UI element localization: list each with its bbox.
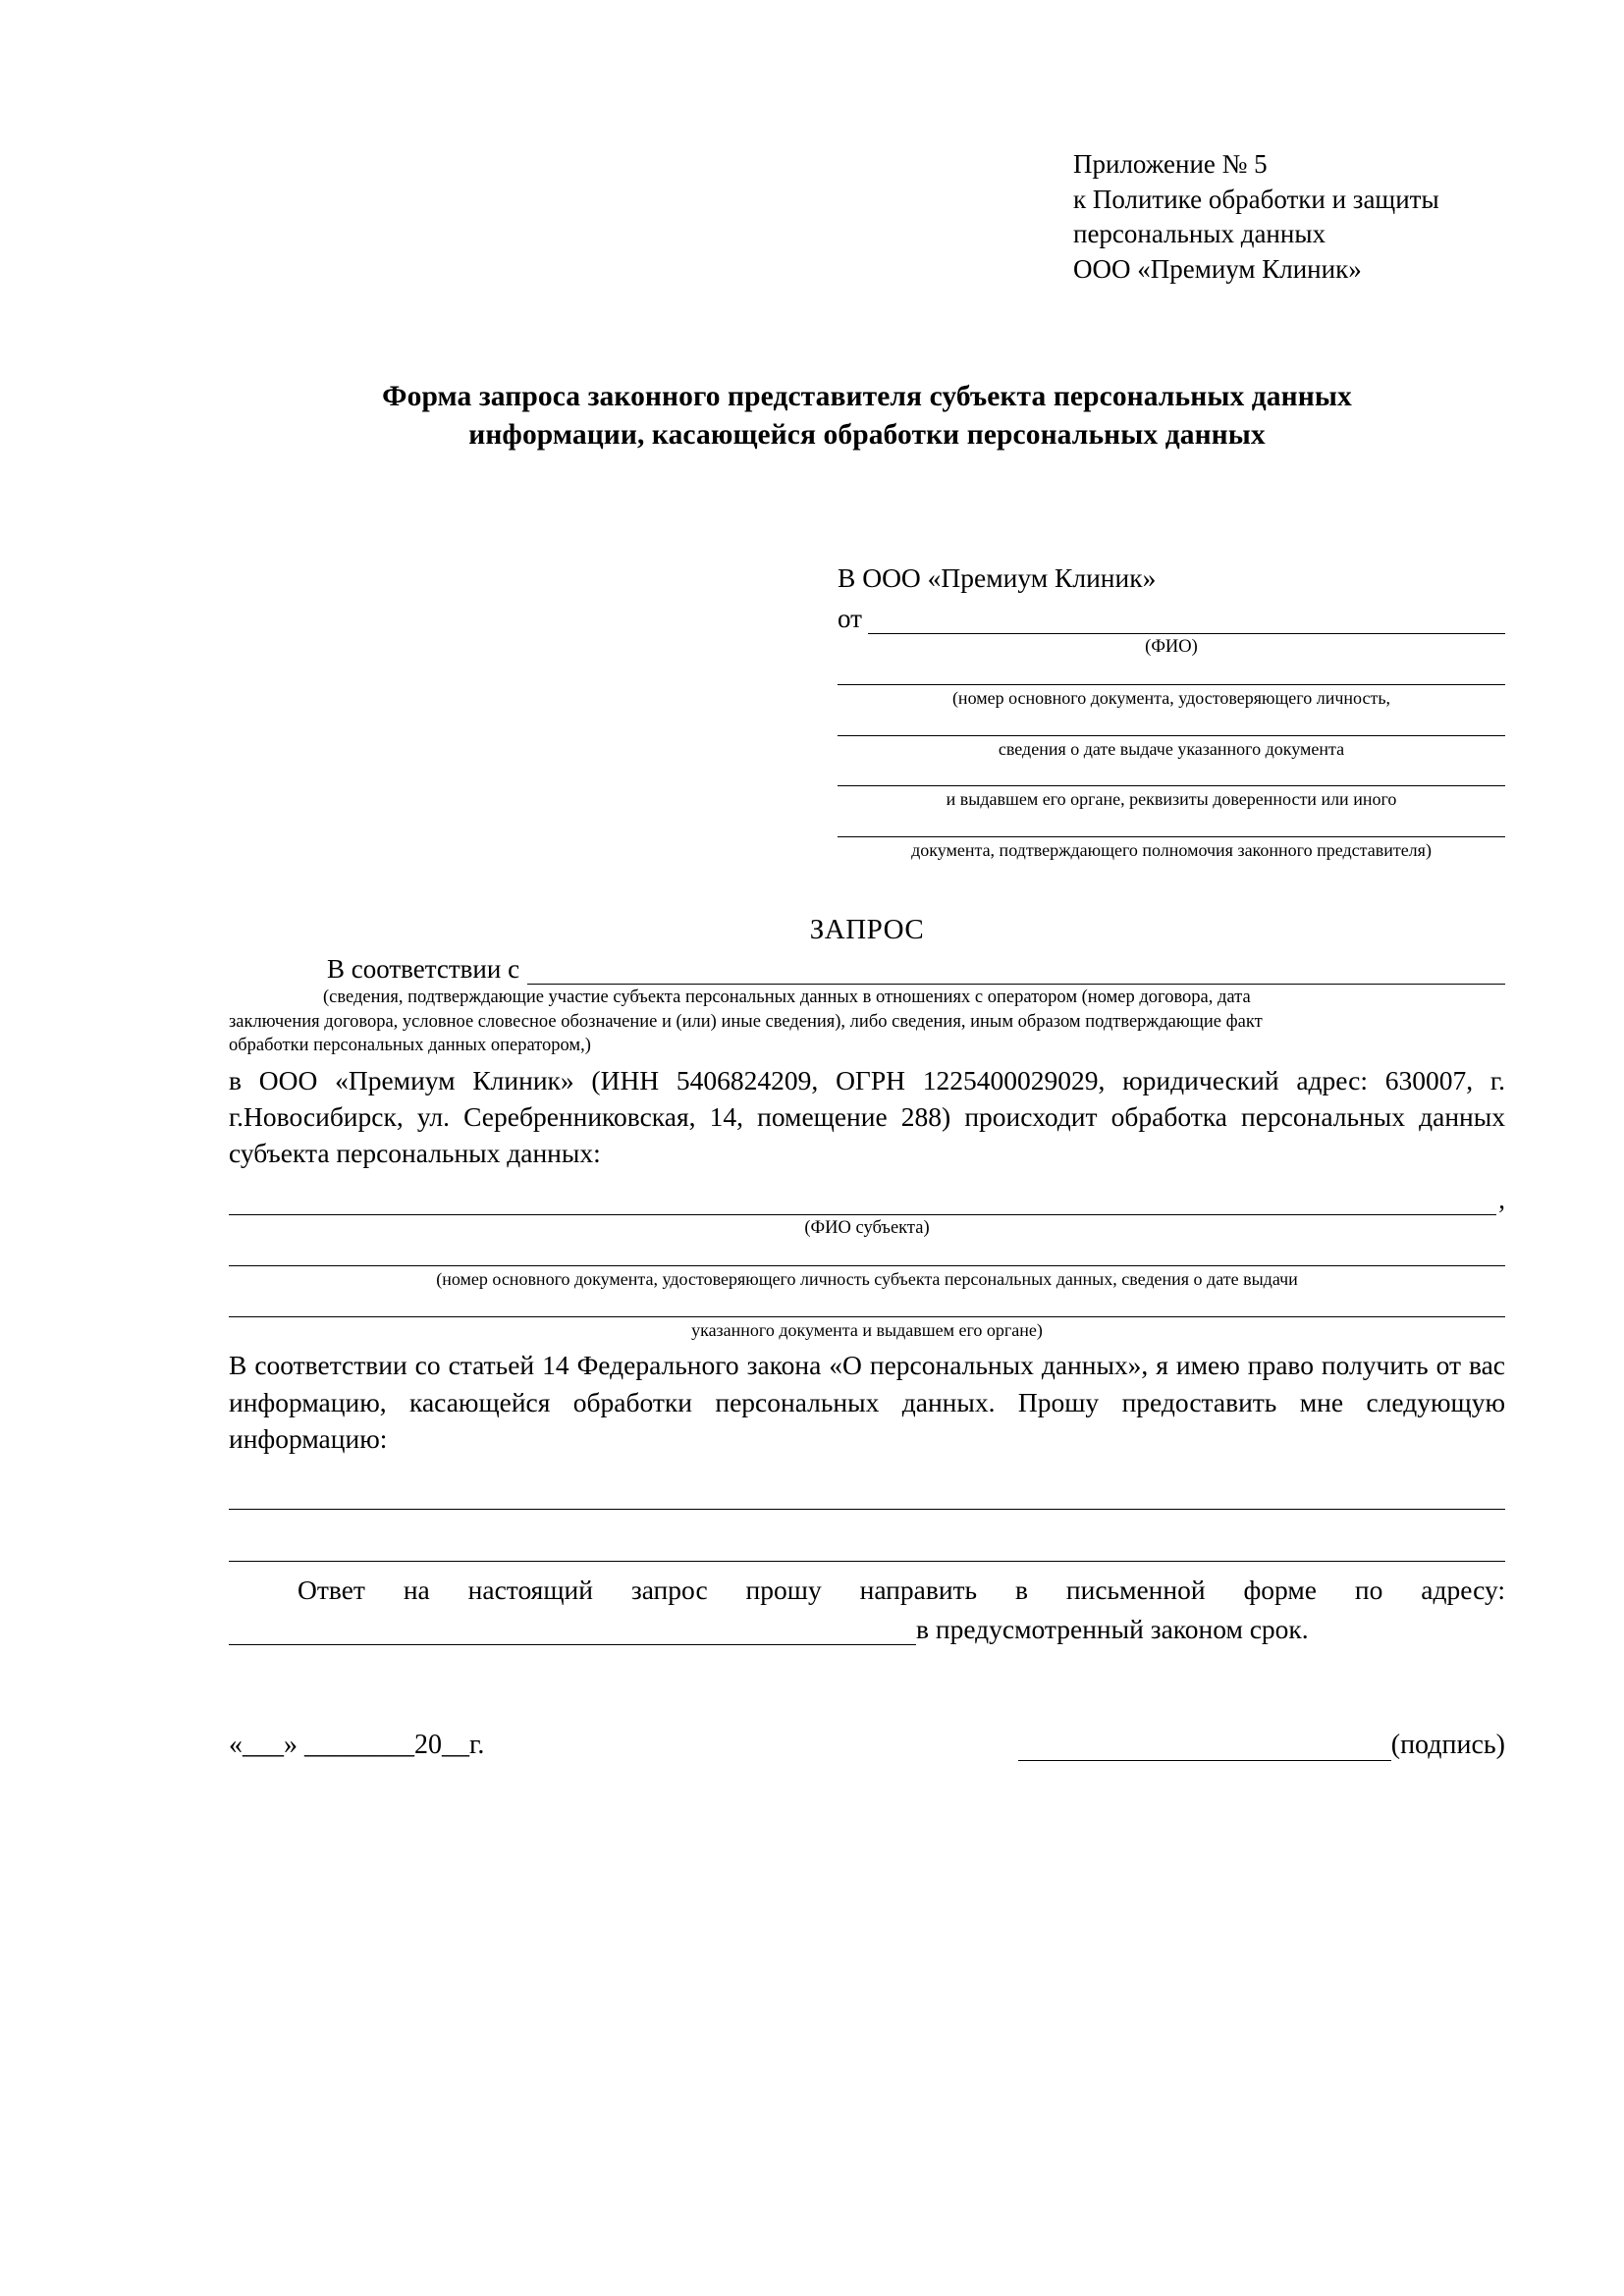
subject-document-organ-caption: указанного документа и выдавшем его органе) bbox=[691, 1319, 1043, 1340]
answer-address-field[interactable] bbox=[229, 1621, 916, 1645]
from-row bbox=[838, 604, 1505, 634]
appendix-policy-line-1: к Политике обработки и защиты bbox=[1073, 184, 1439, 214]
request-heading: ЗАПРОС bbox=[809, 914, 925, 946]
in-accordance-caption-line-2: заключения договора, условное словесное обозначение и (или) иные сведения), либо сведения, иным образом подтверждающие факт bbox=[229, 1011, 1263, 1032]
in-accordance-caption-line-3: обработки персональных данных оператором,) bbox=[229, 1036, 591, 1056]
signature-block bbox=[1018, 1730, 1505, 1761]
from-power-document-field[interactable] bbox=[838, 811, 1505, 837]
subject-fio-caption: (ФИО субъекта) bbox=[804, 1218, 930, 1239]
page-title-line-1: Форма запроса законного представителя субъекта персональных данных bbox=[382, 380, 1352, 412]
appendix-header bbox=[1073, 147, 1505, 288]
from-document-caption: (номер основного документа, удостоверяющего личность, bbox=[951, 688, 1391, 709]
answer-paragraph: Ответ на настоящий запрос прошу направить в письменной форме по адресу: bbox=[298, 1574, 1505, 1605]
requested-info-field-1[interactable] bbox=[229, 1483, 1505, 1510]
from-fio-caption: (ФИО) bbox=[1145, 636, 1198, 657]
page-title bbox=[229, 378, 1505, 454]
from-power-document-caption: документа, подтверждающего полномочия законного представителя) bbox=[911, 839, 1432, 860]
appendix-organization: ООО «Премиум Клиник» bbox=[1073, 253, 1362, 284]
in-accordance-row bbox=[229, 954, 1505, 985]
answer-address-row bbox=[229, 1614, 1505, 1645]
in-accordance-caption bbox=[229, 986, 1505, 1058]
in-accordance-field[interactable] bbox=[527, 962, 1505, 985]
subject-fio-field[interactable] bbox=[229, 1191, 1496, 1215]
answer-address-tail: в предусмотренный законом срок. bbox=[916, 1613, 1309, 1644]
appendix-number: Приложение № 5 bbox=[1073, 149, 1268, 179]
signature-field[interactable] bbox=[1018, 1738, 1391, 1761]
addressee-organization: В ООО «Премиум Клиник» bbox=[838, 561, 1157, 593]
subject-document-organ-field[interactable] bbox=[229, 1291, 1505, 1317]
from-issue-date-caption: сведения о дате выдаче указанного документа bbox=[998, 738, 1345, 759]
appendix-policy-line-2: персональных данных bbox=[1073, 219, 1326, 249]
subject-fio-row bbox=[229, 1185, 1505, 1215]
signature-label: (подпись) bbox=[1390, 1729, 1505, 1760]
signature-row bbox=[229, 1730, 1505, 1761]
in-accordance-label: В соответствии с bbox=[327, 954, 520, 985]
law-paragraph: В соответствии со статьей 14 Федерального закона «О персональных данных», я имею право получить от вас информацию, касающейся обработки персональных данных. Прошу предоставить мне следующую информацию: bbox=[229, 1350, 1505, 1455]
from-document-field[interactable] bbox=[838, 659, 1505, 685]
date-field[interactable]: «___» ________20__г. bbox=[229, 1729, 485, 1760]
in-accordance-caption-line-1: (сведения, подтверждающие участие субъекта персональных данных в отношениях с оператором (номер договора, дата bbox=[323, 988, 1251, 1008]
subject-document-caption: (номер основного документа, удостоверяющего личность субъекта персональных данных, сведения о дате выдачи bbox=[436, 1269, 1298, 1290]
addressee-block bbox=[838, 562, 1505, 861]
from-issue-date-field[interactable] bbox=[838, 710, 1505, 736]
document-content bbox=[229, 147, 1505, 1761]
from-issuing-organ-field[interactable] bbox=[838, 760, 1505, 786]
subject-fio-comma: , bbox=[1498, 1185, 1505, 1215]
requested-info-field-2[interactable] bbox=[229, 1535, 1505, 1562]
page-title-line-2: информации, касающейся обработки персональных данных bbox=[468, 418, 1266, 451]
subject-document-field[interactable] bbox=[229, 1240, 1505, 1266]
from-fio-field[interactable] bbox=[868, 612, 1505, 634]
operator-paragraph: в ООО «Премиум Клиник» (ИНН 5406824209, ОГРН 1225400029029, юридический адрес: 630007, г. г.Новосибирск, ул. Серебренниковская, 14, помещение 288) происходит обработка персональных данных субъекта персональных данных: bbox=[229, 1064, 1505, 1169]
from-label: от bbox=[838, 603, 862, 633]
from-issuing-organ-caption: и выдавшем его органе, реквизиты доверенности или иного bbox=[946, 789, 1397, 810]
